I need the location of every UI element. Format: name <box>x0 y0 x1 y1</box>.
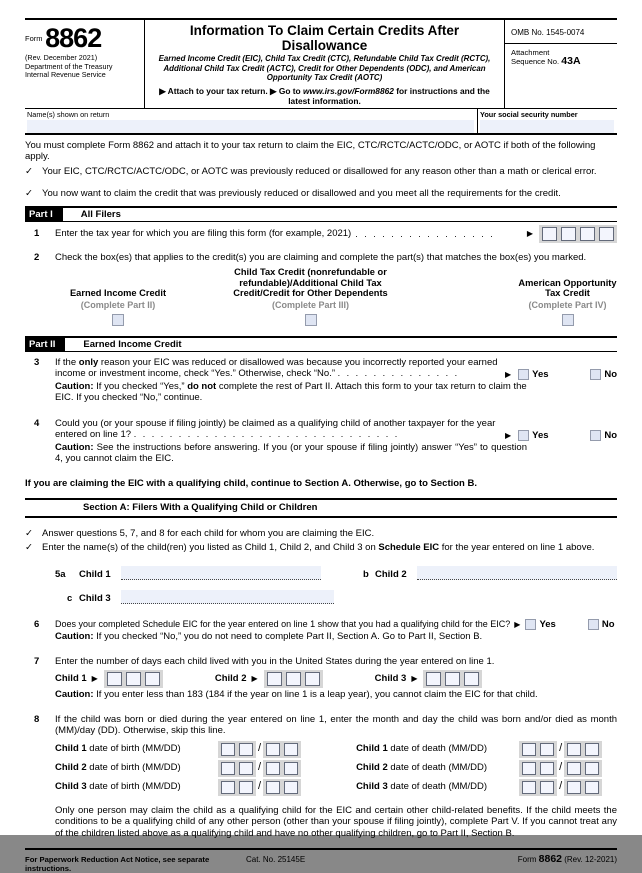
line3-dot-leaders: . . . . . . . . . . . . . . <box>337 368 460 378</box>
child2-birth-bold: Child 2 <box>55 762 87 774</box>
child3-birth-label <box>55 781 218 793</box>
line7-child2 <box>215 670 323 688</box>
line1-text: Enter the tax year for which you are filing this form (for example, 2021) <box>55 228 352 239</box>
part2-title: Earned Income Credit <box>83 338 182 350</box>
child3-birth-date-input <box>218 779 301 796</box>
line5a-number: 5a <box>55 568 66 580</box>
line1 <box>25 225 617 243</box>
child3-death-label <box>356 781 519 793</box>
bullet2-post: for the year entered on line 1 above. <box>439 542 595 553</box>
line1-dot-leaders: . . . . . . . . . . . . . . . . <box>355 228 495 239</box>
line4-caution-label: Caution: <box>55 441 94 453</box>
line7-caution-text: If you enter less than 183 (184 if the year on line 1 is a leap year), you cannot claim the EIC for that child. <box>93 689 538 700</box>
line8-text: If the child was born or died during the year entered on line 1, enter the month and day the child was born and/or died as month (MM)/day (DD). Otherwise, skip this line. <box>55 713 617 736</box>
child1-birth-bold: Child 1 <box>55 743 87 755</box>
line8 <box>25 714 617 840</box>
irs-form-url[interactable]: www.irs.gov/Form8862 <box>303 85 394 96</box>
option-eic-checkbox[interactable] <box>112 314 124 326</box>
arrow-icon: ▶ <box>505 369 512 379</box>
line7-child2-label: Child 2 <box>214 673 247 685</box>
line6-no-checkbox[interactable] <box>588 619 599 630</box>
option-ctc <box>203 267 418 326</box>
ssn-input[interactable] <box>480 120 614 133</box>
child3-birth-rest: date of birth (MM/DD) <box>86 781 181 793</box>
line7-child3 <box>375 670 483 688</box>
child1-death-dd1[interactable] <box>567 743 581 756</box>
goto-pre: ▶ Go to <box>270 85 304 96</box>
form-number-block <box>25 20 145 108</box>
child2-days-digit-2[interactable] <box>286 672 301 686</box>
child1-days-digit-2[interactable] <box>126 672 141 686</box>
child3-birth-dd1[interactable] <box>266 781 280 794</box>
line3-caution-pre: If you checked “Yes,” <box>93 380 188 392</box>
line8-number: 8 <box>34 713 40 725</box>
line5b-label: Child 2 <box>375 568 407 580</box>
arrow-icon: ▶ <box>526 229 533 238</box>
child3-death-mm1[interactable] <box>522 781 536 794</box>
line5a-label: Child 1 <box>79 568 111 580</box>
child2-days-boxes <box>264 670 323 688</box>
child1-death-mm2[interactable] <box>540 743 554 756</box>
intro-bullet-2 <box>25 188 617 200</box>
form-title: Information To Claim Certain Credits After Disallowance <box>189 23 460 53</box>
child1-name-input[interactable] <box>121 566 321 580</box>
child3-days-boxes <box>423 670 482 688</box>
line7-text: Enter the number of days each child lived with you in the United States during the year entered on line 1. <box>55 655 495 667</box>
line4 <box>25 418 617 465</box>
child1-birth-dd1[interactable] <box>266 743 280 756</box>
option-aotc-checkbox[interactable] <box>562 314 574 326</box>
option-eic <box>33 267 203 326</box>
footer-form-word: Form <box>517 855 537 864</box>
attachment-sequence <box>505 44 617 68</box>
line6-no-label: No <box>601 618 615 630</box>
part2-label: Part II <box>25 338 65 351</box>
child2-birth-rest: date of birth (MM/DD) <box>86 762 181 774</box>
arrow-icon: ▶ <box>514 619 521 629</box>
line3-caution <box>55 381 527 404</box>
date-slash: / <box>258 742 262 755</box>
section-a-title: Section A: Filers With a Qualifying Child or Children <box>83 501 318 513</box>
line6 <box>25 619 617 643</box>
line4-caution-text: See the instructions before answering. If you (or your spouse if filing jointly) answer “Yes” to question 4, you cannot claim the EIC. <box>55 441 527 464</box>
child1-death-label <box>356 743 519 755</box>
child2-death-dd2[interactable] <box>585 762 599 775</box>
line2 <box>25 252 617 326</box>
child2-death-mm1[interactable] <box>522 762 536 775</box>
child1-birth-mm2[interactable] <box>239 743 253 756</box>
intro-bullet-1 <box>25 166 617 178</box>
goto-post: for instructions and the latest information. <box>288 85 490 106</box>
arrow-icon: ▶ <box>91 674 98 684</box>
footer-revision: (Rev. 12-2021) <box>564 855 617 864</box>
line3-yes-checkbox[interactable] <box>518 369 529 380</box>
option-aotc-subtitle: (Complete Part IV) <box>528 299 607 310</box>
child3-death-dd1[interactable] <box>567 781 581 794</box>
line4-text <box>55 418 527 441</box>
form-word: Form <box>25 34 43 43</box>
child1-death-bold: Child 1 <box>356 743 388 755</box>
line7-caution <box>55 689 617 701</box>
child1-days-boxes <box>104 670 163 688</box>
child2-death-label <box>356 762 519 774</box>
line7-child1-label: Child 1 <box>55 673 87 685</box>
line4-no-label: No <box>604 429 617 441</box>
child3-birth-mm1[interactable] <box>221 781 235 794</box>
child3-days-digit-2[interactable] <box>445 672 460 686</box>
option-ctc-subtitle: (Complete Part III) <box>271 299 349 310</box>
line8-row-child2 <box>55 760 617 777</box>
identity-row <box>25 109 617 135</box>
tax-year-digit-3[interactable] <box>580 227 595 241</box>
child1-birth-date-input <box>218 741 301 758</box>
line1-number: 1 <box>34 228 40 239</box>
name-input[interactable] <box>27 120 474 133</box>
child3-days-digit-1[interactable] <box>426 672 441 686</box>
date-slash: / <box>258 780 262 793</box>
child3-name-input[interactable] <box>121 590 334 604</box>
child2-birth-label <box>55 762 218 774</box>
section-a-bullet-1-text: Answer questions 5, 7, and 8 for each child for whom you are claiming the EIC. <box>42 527 375 539</box>
line4-yes-label: Yes <box>532 429 549 441</box>
line3-text-bold: only <box>78 356 99 368</box>
bullet2-bold: Schedule EIC <box>378 542 440 553</box>
line5 <box>25 566 617 604</box>
check-icon: ✓ <box>25 188 33 199</box>
date-slash: / <box>559 780 563 793</box>
line8-row-child3 <box>55 779 617 796</box>
line6-caution-label: Caution: <box>55 631 94 642</box>
line7 <box>25 656 617 701</box>
part1-label: Part I <box>25 208 63 221</box>
check-icon: ✓ <box>25 527 33 539</box>
check-icon: ✓ <box>25 165 33 177</box>
catalog-number: Cat. No. 25145E <box>246 855 306 864</box>
bullet2-pre: Enter the name(s) of the child(ren) you listed as Child 1, Child 2, and Child 3 on <box>42 542 379 553</box>
line3-text-post: reason your EIC was reduced or disallowed was because you incorrectly reported your earned income or investment income, check “Yes.” Otherwise, check “No.” <box>55 356 498 379</box>
child2-death-rest: date of death (MM/DD) <box>387 762 487 774</box>
line1-tax-year-boxes <box>539 225 617 243</box>
line3-text <box>55 357 527 380</box>
child3-birth-dd2[interactable] <box>284 781 298 794</box>
child3-death-bold: Child 3 <box>356 781 388 793</box>
tax-year-digit-2[interactable] <box>561 227 576 241</box>
paperwork-notice: For Paperwork Reduction Act Notice, see separate instructions. <box>25 855 210 873</box>
child3-death-rest: date of death (MM/DD) <box>387 781 487 793</box>
form-header <box>25 18 617 109</box>
option-aotc <box>418 267 617 326</box>
option-eic-subtitle: (Complete Part II) <box>80 299 156 310</box>
child3-birth-mm2[interactable] <box>239 781 253 794</box>
child1-death-mm1[interactable] <box>522 743 536 756</box>
line3-caution-label: Caution: <box>55 380 94 392</box>
line7-day-inputs <box>55 670 617 688</box>
line6-caution <box>55 631 617 643</box>
ssn-cell <box>477 109 617 133</box>
arrow-icon: ▶ <box>505 430 512 440</box>
child3-birth-bold: Child 3 <box>55 781 87 793</box>
section-a-bullet-2-text <box>42 542 594 554</box>
child1-days-digit-1[interactable] <box>107 672 122 686</box>
line5c-number: c <box>67 592 73 604</box>
attach-line-1: ▶ Attach to your tax return. <box>159 85 268 96</box>
child1-birth-rest: date of birth (MM/DD) <box>86 743 181 755</box>
omb-block <box>505 20 617 108</box>
intro-paragraph: You must complete Form 8862 and attach it to your tax return to claim the EIC, CTC/RCTC/ACTC/ODC, or AOTC if both of the following apply. <box>25 139 596 162</box>
line6-yes-label: Yes <box>539 618 556 630</box>
option-aotc-title: American Opportunity Tax Credit <box>518 277 617 298</box>
line2-number: 2 <box>34 251 40 263</box>
line4-yes-no <box>505 430 617 441</box>
line2-text: Check the box(es) that applies to the credit(s) you are claiming and complete the part(s) that matches the box(es) you marked. <box>55 251 587 263</box>
line3-caution-post: complete the rest of Part II. Attach this form to your tax return to claim the EIC. If you checked “No,” continue. <box>55 380 527 403</box>
child2-name-input[interactable] <box>417 566 617 580</box>
agency-line-2: Internal Revenue Service <box>25 70 106 79</box>
child1-birth-label <box>55 743 218 755</box>
line4-no-checkbox[interactable] <box>590 430 601 441</box>
intro-bullet-1-text: Your EIC, CTC/RCTC/ACTC/ODC, or AOTC was previously reduced or disallowed for any reason other than a math or clerical error. <box>42 165 597 177</box>
line2-question <box>25 252 617 264</box>
form-title-block <box>145 20 505 108</box>
date-slash: / <box>258 761 262 774</box>
line3-no-label: No <box>604 368 617 380</box>
line8-date-rows <box>55 741 617 796</box>
line7-child1 <box>55 670 163 688</box>
attachment-sequence-number: 43A <box>561 55 581 67</box>
child1-birth-mm1[interactable] <box>221 743 235 756</box>
child3-death-dd2[interactable] <box>585 781 599 794</box>
child1-death-rest: date of death (MM/DD) <box>387 743 487 755</box>
line4-number: 4 <box>34 417 40 429</box>
line3-text-pre: If the <box>55 356 79 368</box>
line3 <box>25 357 617 404</box>
attachment-label-1: Attachment <box>511 48 550 57</box>
child3-days-digit-3[interactable] <box>464 672 479 686</box>
date-slash: / <box>559 761 563 774</box>
line3-yes-label: Yes <box>532 368 549 380</box>
attach-instructions <box>151 86 498 106</box>
line4-dot-leaders: . . . . . . . . . . . . . . . . . . . . . . . . . . . . . . <box>133 429 400 439</box>
line3-yes-no <box>505 369 617 380</box>
child3-death-date-input <box>519 779 602 796</box>
omb-number: OMB No. 1545-0074 <box>505 20 617 44</box>
line2-options <box>25 267 617 326</box>
agency-line-1: Department of the Treasury <box>25 61 113 71</box>
child1-death-dd2[interactable] <box>585 743 599 756</box>
child2-death-bold: Child 2 <box>356 762 388 774</box>
form-footer <box>25 848 617 873</box>
section-a-header <box>25 498 617 518</box>
part2-header <box>25 336 617 352</box>
name-cell <box>25 109 477 133</box>
line4-yes-checkbox[interactable] <box>518 430 529 441</box>
date-slash: / <box>559 742 563 755</box>
line3-number: 3 <box>34 356 40 368</box>
arrow-icon: ▶ <box>251 674 258 684</box>
part1-header <box>25 206 617 222</box>
ssn-label: Your social security number <box>480 109 578 119</box>
line7-number: 7 <box>34 655 40 667</box>
child1-birth-dd2[interactable] <box>284 743 298 756</box>
child1-death-date-input <box>519 741 602 758</box>
tax-year-digit-1[interactable] <box>542 227 557 241</box>
line3-no-checkbox[interactable] <box>590 369 601 380</box>
child2-birth-date-input <box>218 760 301 777</box>
option-ctc-title: Child Tax Credit (nonrefundable or refundable)/Additional Child Tax Credit/Credit for Other Dependents <box>233 267 388 298</box>
child2-days-digit-3[interactable] <box>305 672 320 686</box>
child2-birth-mm1[interactable] <box>221 762 235 775</box>
form-number: 8862 <box>45 23 102 53</box>
child2-birth-dd2[interactable] <box>284 762 298 775</box>
attachment-label-2: Sequence No. <box>511 57 560 66</box>
line6-number: 6 <box>34 618 40 630</box>
line6-text: Does your completed Schedule EIC for the year entered on line 1 show that you had a qualifying child for the EIC? <box>55 618 511 629</box>
line6-yes-checkbox[interactable] <box>525 619 536 630</box>
footer-form-id <box>396 853 617 865</box>
line5b-number: b <box>363 568 369 580</box>
form-revision: (Rev. December 2021) <box>25 53 98 62</box>
name-label: Name(s) shown on return <box>27 109 110 119</box>
line4-caution <box>55 442 527 465</box>
child2-death-dd1[interactable] <box>567 762 581 775</box>
line7-child3-label: Child 3 <box>374 673 407 685</box>
line8-row-child1 <box>55 741 617 758</box>
child3-death-mm2[interactable] <box>540 781 554 794</box>
child2-death-date-input <box>519 760 602 777</box>
option-ctc-checkbox[interactable] <box>305 314 317 326</box>
arrow-icon: ▶ <box>411 674 418 684</box>
eic-continue-note: If you are claiming the EIC with a qualifying child, continue to Section A. Otherwise, go to Section B. <box>25 477 478 489</box>
intro-bullet-2-text: You now want to claim the credit that was previously reduced or disallowed and you meet all the requirements for the credit. <box>42 188 561 199</box>
line8-note: Only one person may claim the child as a qualifying child for the EIC and certain other child-related benefits. If the child meets the conditions to be a qualifying child of any other person (other than your spouse if filing jointly), complete Part V. If you cannot treat any of the children listed above as a qualifying child and have no other qualifying children, go to Part II, Section B. <box>55 804 617 839</box>
line6-caution-text: If you checked “No,” you do not need to complete Part II, Section A. Go to Part II, Section B. <box>93 631 483 642</box>
section-a-bullet-2 <box>25 542 617 554</box>
child1-days-digit-3[interactable] <box>145 672 160 686</box>
tax-year-digit-4[interactable] <box>599 227 614 241</box>
form-subtitle: Earned Income Credit (EIC), Child Tax Credit (CTC), Refundable Child Tax Credit (RCTC), Additional Child Tax Credit (ACTC), Credit for Other Dependents (ODC), and American Opportunity Tax Credit (AOTC) <box>158 54 491 82</box>
line4-question-text: Could you (or your spouse if filing jointly) be claimed as a qualifying child of another taxpayer for the year entered on line 1? <box>55 417 496 440</box>
check-icon: ✓ <box>25 542 33 553</box>
child2-death-mm2[interactable] <box>540 762 554 775</box>
child2-birth-mm2[interactable] <box>239 762 253 775</box>
line5c-label: Child 3 <box>79 592 111 604</box>
line7-caution-label: Caution: <box>55 689 94 700</box>
option-eic-title: Earned Income Credit <box>69 288 167 298</box>
child2-birth-dd1[interactable] <box>266 762 280 775</box>
section-a-bullet-1 <box>25 528 617 540</box>
line3-caution-bold: do not <box>187 380 217 392</box>
child2-days-digit-1[interactable] <box>267 672 282 686</box>
footer-form-number: 8862 <box>538 853 562 865</box>
part1-title: All Filers <box>80 208 121 220</box>
